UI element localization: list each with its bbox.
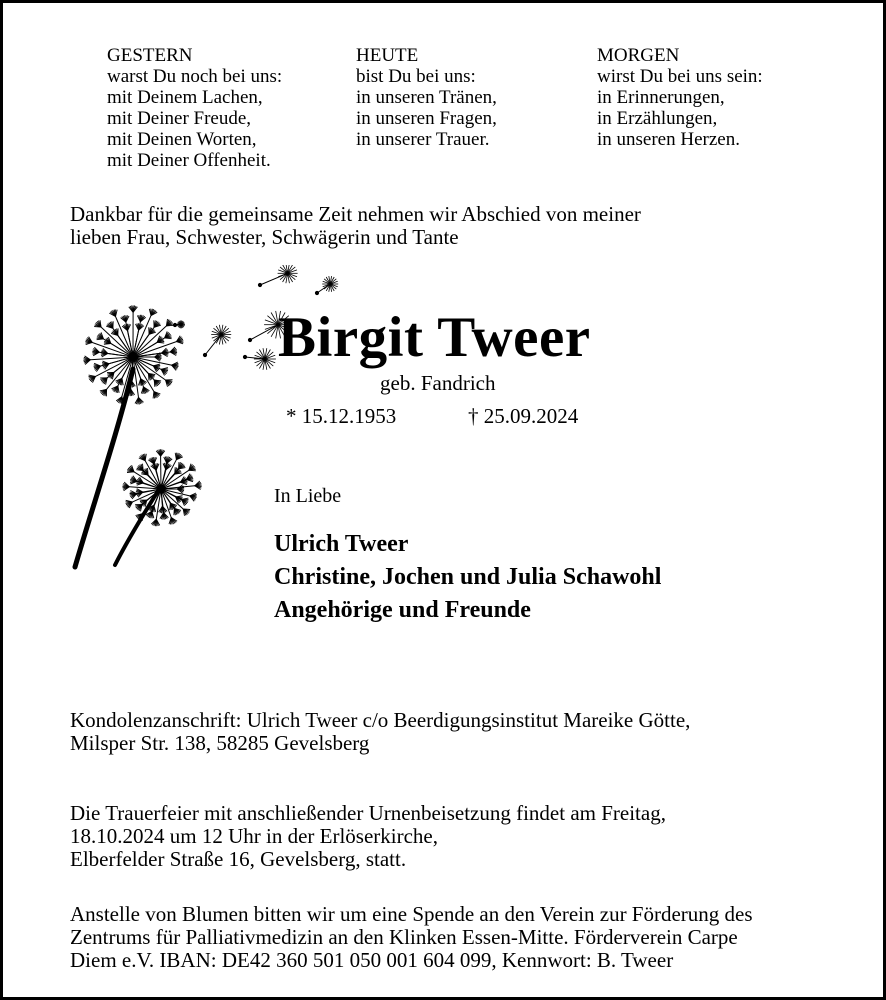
poem-line: mit Deiner Freude,	[107, 108, 252, 129]
poem-line: in Erzählungen,	[597, 108, 718, 129]
poem-line: MORGEN	[597, 45, 680, 66]
poem-line: GESTERN	[107, 45, 193, 66]
poem-line: mit Deinen Worten,	[107, 129, 257, 150]
poem-column-morgen	[597, 45, 763, 150]
intro-text	[70, 203, 641, 249]
donation-line: Zentrums für Palliativmedizin an den Klinken Essen-Mitte. Förderverein Carpe	[70, 925, 738, 949]
mourner-line: Angehörige und Freunde	[274, 597, 531, 623]
poem-line: bist Du bei uns:	[356, 66, 476, 87]
poem-line: wirst Du bei uns sein:	[597, 66, 763, 87]
ceremony-line: Elberfelder Straße 16, Gevelsberg, statt.	[70, 847, 407, 871]
poem-line: in unseren Fragen,	[356, 108, 497, 129]
maiden-name: geb. Fandrich	[380, 371, 496, 395]
birth-date: * 15.12.1953	[286, 404, 397, 428]
condolence-line: Milsper Str. 138, 58285 Gevelsberg	[70, 731, 370, 755]
mourner-line: Christine, Jochen und Julia Schawohl	[274, 564, 662, 590]
donation-request	[70, 903, 753, 972]
mourners-list	[274, 528, 661, 627]
donation-line: Anstelle von Blumen bitten wir um eine Spende an den Verein zur Förderung des	[70, 902, 753, 926]
deceased-name: Birgit Tweer	[278, 306, 591, 369]
condolence-line: Kondolenzanschrift: Ulrich Tweer c/o Beerdigungsinstitut Mareike Götte,	[70, 708, 691, 732]
ceremony-line: Die Trauerfeier mit anschließender Urnenbeisetzung findet am Freitag,	[70, 801, 666, 825]
poem-line: in unseren Herzen.	[597, 129, 740, 150]
in-love-label: In Liebe	[274, 485, 342, 507]
intro-line: lieben Frau, Schwester, Schwägerin und Tante	[70, 225, 459, 249]
intro-line: Dankbar für die gemeinsame Zeit nehmen wir Abschied von meiner	[70, 202, 641, 226]
poem-line: in Erinnerungen,	[597, 87, 725, 108]
condolence-address	[70, 709, 690, 755]
poem-column-gestern	[107, 45, 282, 171]
ceremony-line: 18.10.2024 um 12 Uhr in der Erlöserkirche,	[70, 824, 439, 848]
poem-line: in unseren Tränen,	[356, 87, 497, 108]
poem-line: HEUTE	[356, 45, 419, 66]
poem-line: in unserer Trauer.	[356, 129, 490, 150]
poem-line: mit Deinem Lachen,	[107, 87, 263, 108]
poem-line: mit Deiner Offenheit.	[107, 150, 271, 171]
poem-line: warst Du noch bei uns:	[107, 66, 283, 87]
donation-line: Diem e.V. IBAN: DE42 360 501 050 001 604 099, Kennwort: B. Tweer	[70, 948, 674, 972]
mourner-line: Ulrich Tweer	[274, 531, 409, 557]
ceremony-info	[70, 802, 666, 871]
death-date: † 25.09.2024	[468, 404, 579, 428]
poem-column-heute	[356, 45, 497, 150]
